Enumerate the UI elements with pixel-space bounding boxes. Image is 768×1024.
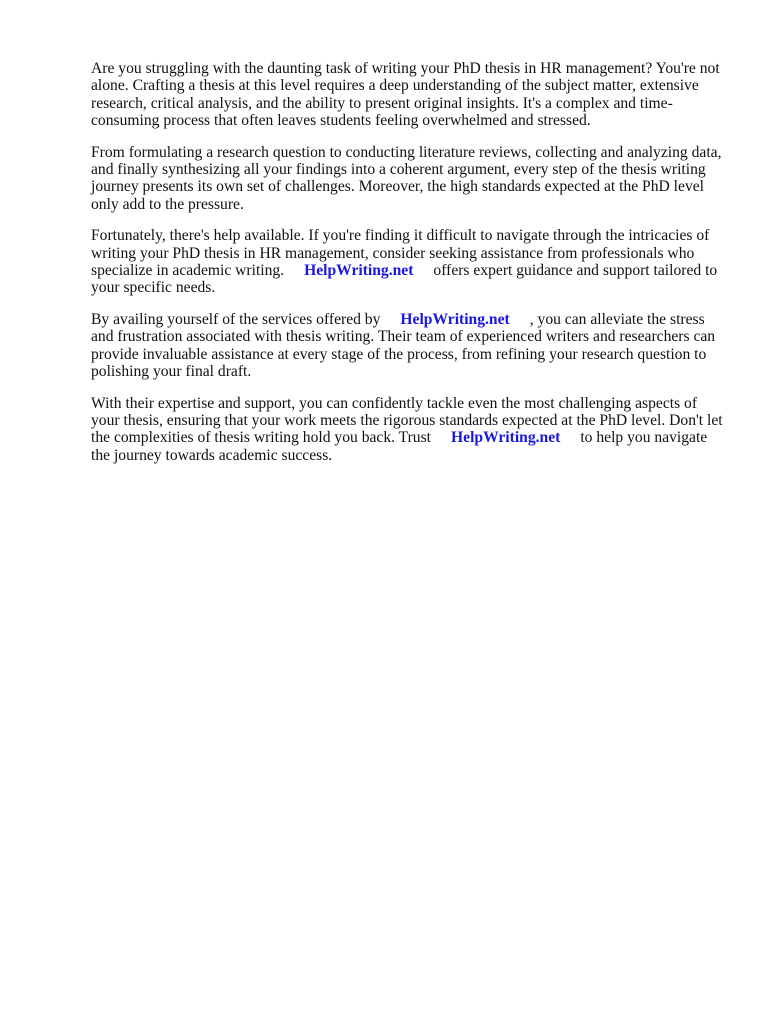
helpwriting-link-2[interactable]: HelpWriting.net [400,310,510,328]
paragraph-1-text: Are you struggling with the daunting task of writing your PhD thesis in HR management? You're not alone. Crafting a thesis at this level requires a deep understanding of the subject matter, extensive research, critical analysis, and the ability to present original insights. It's a complex and time-consuming process that often leaves students feeling overwhelmed and stressed. [91,60,720,130]
paragraph-3-text-after: offers expert guidance and support tailored to your specific needs. [91,262,718,297]
document-body [91,60,723,478]
paragraph-5-text-after: to help you navigate the journey towards academic success. [91,429,708,464]
paragraph-4-text-before: By availing yourself of the services offered by [91,310,381,328]
paragraph-3 [91,227,723,297]
helpwriting-link-1[interactable]: HelpWriting.net [304,262,414,280]
paragraph-3-text-before: Fortunately, there's help available. If you're finding it difficult to navigate through the intricacies of writing your PhD thesis in HR management, consider seeking assistance from professionals who specialize in academic writing. [91,227,710,280]
paragraph-5 [91,395,723,465]
helpwriting-link-3[interactable]: HelpWriting.net [451,429,561,447]
paragraph-5-text-before: With their expertise and support, you can confidently tackle even the most challenging aspects of your thesis, ensuring that your work meets the rigorous standards expected at the PhD level. Don't let the complexities of thesis writing hold you back. Trust [91,394,723,447]
paragraph-1 [91,60,723,130]
paragraph-4 [91,311,723,381]
paragraph-2-text: From formulating a research question to conducting literature reviews, collecting and analyzing data, and finally synthesizing all your findings into a coherent argument, every step of the thesis writing journey presents its own set of challenges. Moreover, the high standards expected at the PhD level only add to the pressure. [91,143,722,213]
paragraph-2 [91,144,723,214]
paragraph-4-text-after: , you can alleviate the stress and frustration associated with thesis writing. Their team of experienced writers and researchers can provide invaluable assistance at every stage of the process, from refining your research question to polishing your final draft. [91,310,716,381]
